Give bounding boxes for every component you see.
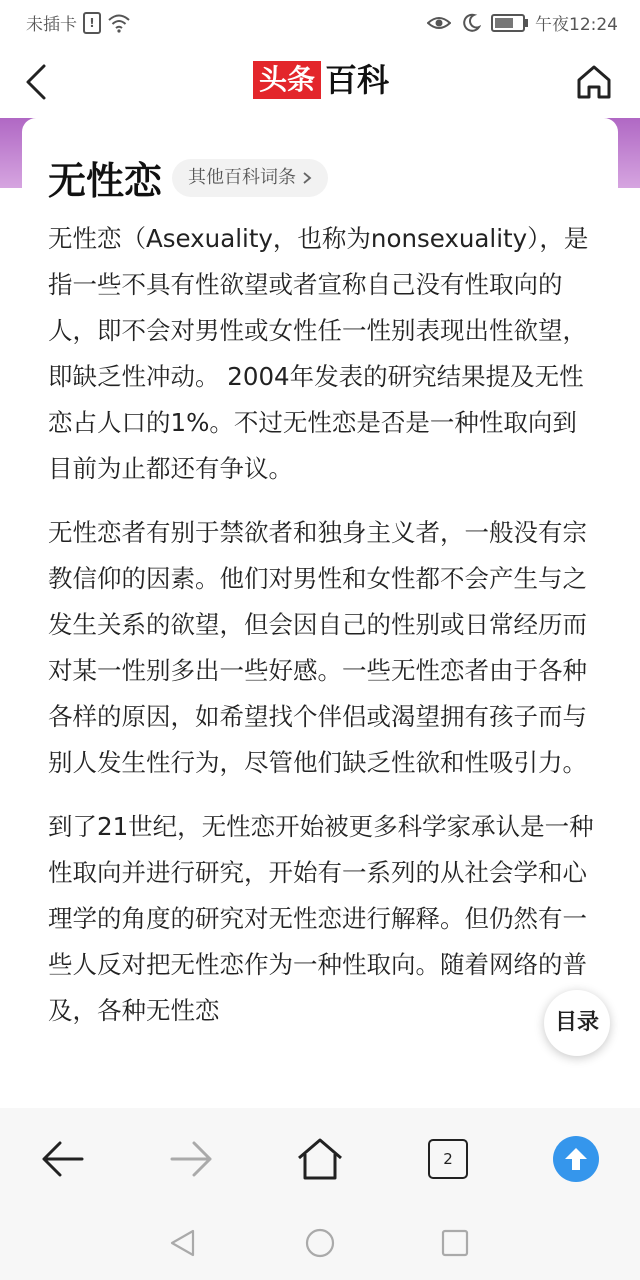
entry-card xyxy=(22,118,618,1108)
article-body xyxy=(48,216,596,1052)
browser-forward-button[interactable] xyxy=(166,1134,216,1184)
upload-circle xyxy=(553,1136,599,1182)
logo-black-part: 百科 xyxy=(325,61,390,99)
chevron-right-icon xyxy=(302,171,312,185)
home-button[interactable] xyxy=(574,60,614,104)
clock: 午夜12:24 xyxy=(535,15,618,35)
home-icon xyxy=(295,1136,345,1182)
nav-home-icon[interactable] xyxy=(304,1227,336,1259)
arrow-right-icon xyxy=(168,1139,214,1179)
tab-count-badge: 2 xyxy=(428,1139,468,1179)
title-row xyxy=(48,150,328,205)
eye-icon xyxy=(427,14,451,32)
nav-recents-icon[interactable] xyxy=(441,1229,469,1257)
tabs-button[interactable] xyxy=(423,1134,473,1184)
status-bar xyxy=(0,0,640,46)
other-entries-button[interactable] xyxy=(172,159,328,197)
browser-toolbar xyxy=(0,1108,640,1208)
arrow-left-icon xyxy=(40,1139,86,1179)
paragraph: 无性恋（Asexuality，也称为nonsexuality），是指一些不具有性欲望或者宣称自己没有性取向的人，即不会对男性或女性任一性别表现出性欲望，即缺乏性冲动。 2004年发表的研究结果提及无性恋占人口的1%。不过无性恋是否是一种性取向到目前为止都还有争议。 xyxy=(48,224,589,483)
system-nav-bar xyxy=(0,1208,640,1280)
wifi-icon xyxy=(107,13,131,33)
table-of-contents-button[interactable]: 目录 xyxy=(544,990,610,1056)
scroll-top-button[interactable] xyxy=(551,1134,601,1184)
logo-red-part: 头条 xyxy=(253,61,321,99)
entry-title: 无性恋 xyxy=(48,159,163,203)
nav-back-icon[interactable] xyxy=(168,1228,198,1258)
browser-home-button[interactable] xyxy=(295,1134,345,1184)
arrow-up-icon xyxy=(563,1146,589,1172)
moon-icon xyxy=(461,13,481,33)
paragraph: 到了21世纪，无性恋开始被更多科学家承认是一种性取向并进行研究，开始有一系列的从社会学和心理学的角度的研究对无性恋进行解释。但仍然有一些人反对把无性恋作为一种性取向。随着网络的普及，各种无性恋 xyxy=(48,812,594,1025)
home-icon xyxy=(574,60,614,104)
toutiao-baike-logo xyxy=(253,60,389,100)
paragraph: 无性恋者有别于禁欲者和独身主义者，一般没有宗教信仰的因素。他们对男性和女性都不会产生与之发生关系的欲望，但会因自己的性别或日常经历而对某一性别多出一些好感。一些无性恋者由于各种各样的原因，如希望找个伴侣或渴望拥有孩子而与别人发生性行为，尽管他们缺乏性欲和性吸引力。 xyxy=(48,518,587,777)
carrier-label: 未插卡 xyxy=(26,15,77,35)
other-entries-label: 其他百科词条 xyxy=(188,166,297,188)
app-header xyxy=(0,46,640,118)
browser-back-button[interactable] xyxy=(38,1134,88,1184)
chevron-left-icon xyxy=(18,60,58,104)
back-button[interactable] xyxy=(18,60,58,104)
battery-icon xyxy=(491,14,525,32)
sim-alert-icon: ! xyxy=(83,12,101,34)
